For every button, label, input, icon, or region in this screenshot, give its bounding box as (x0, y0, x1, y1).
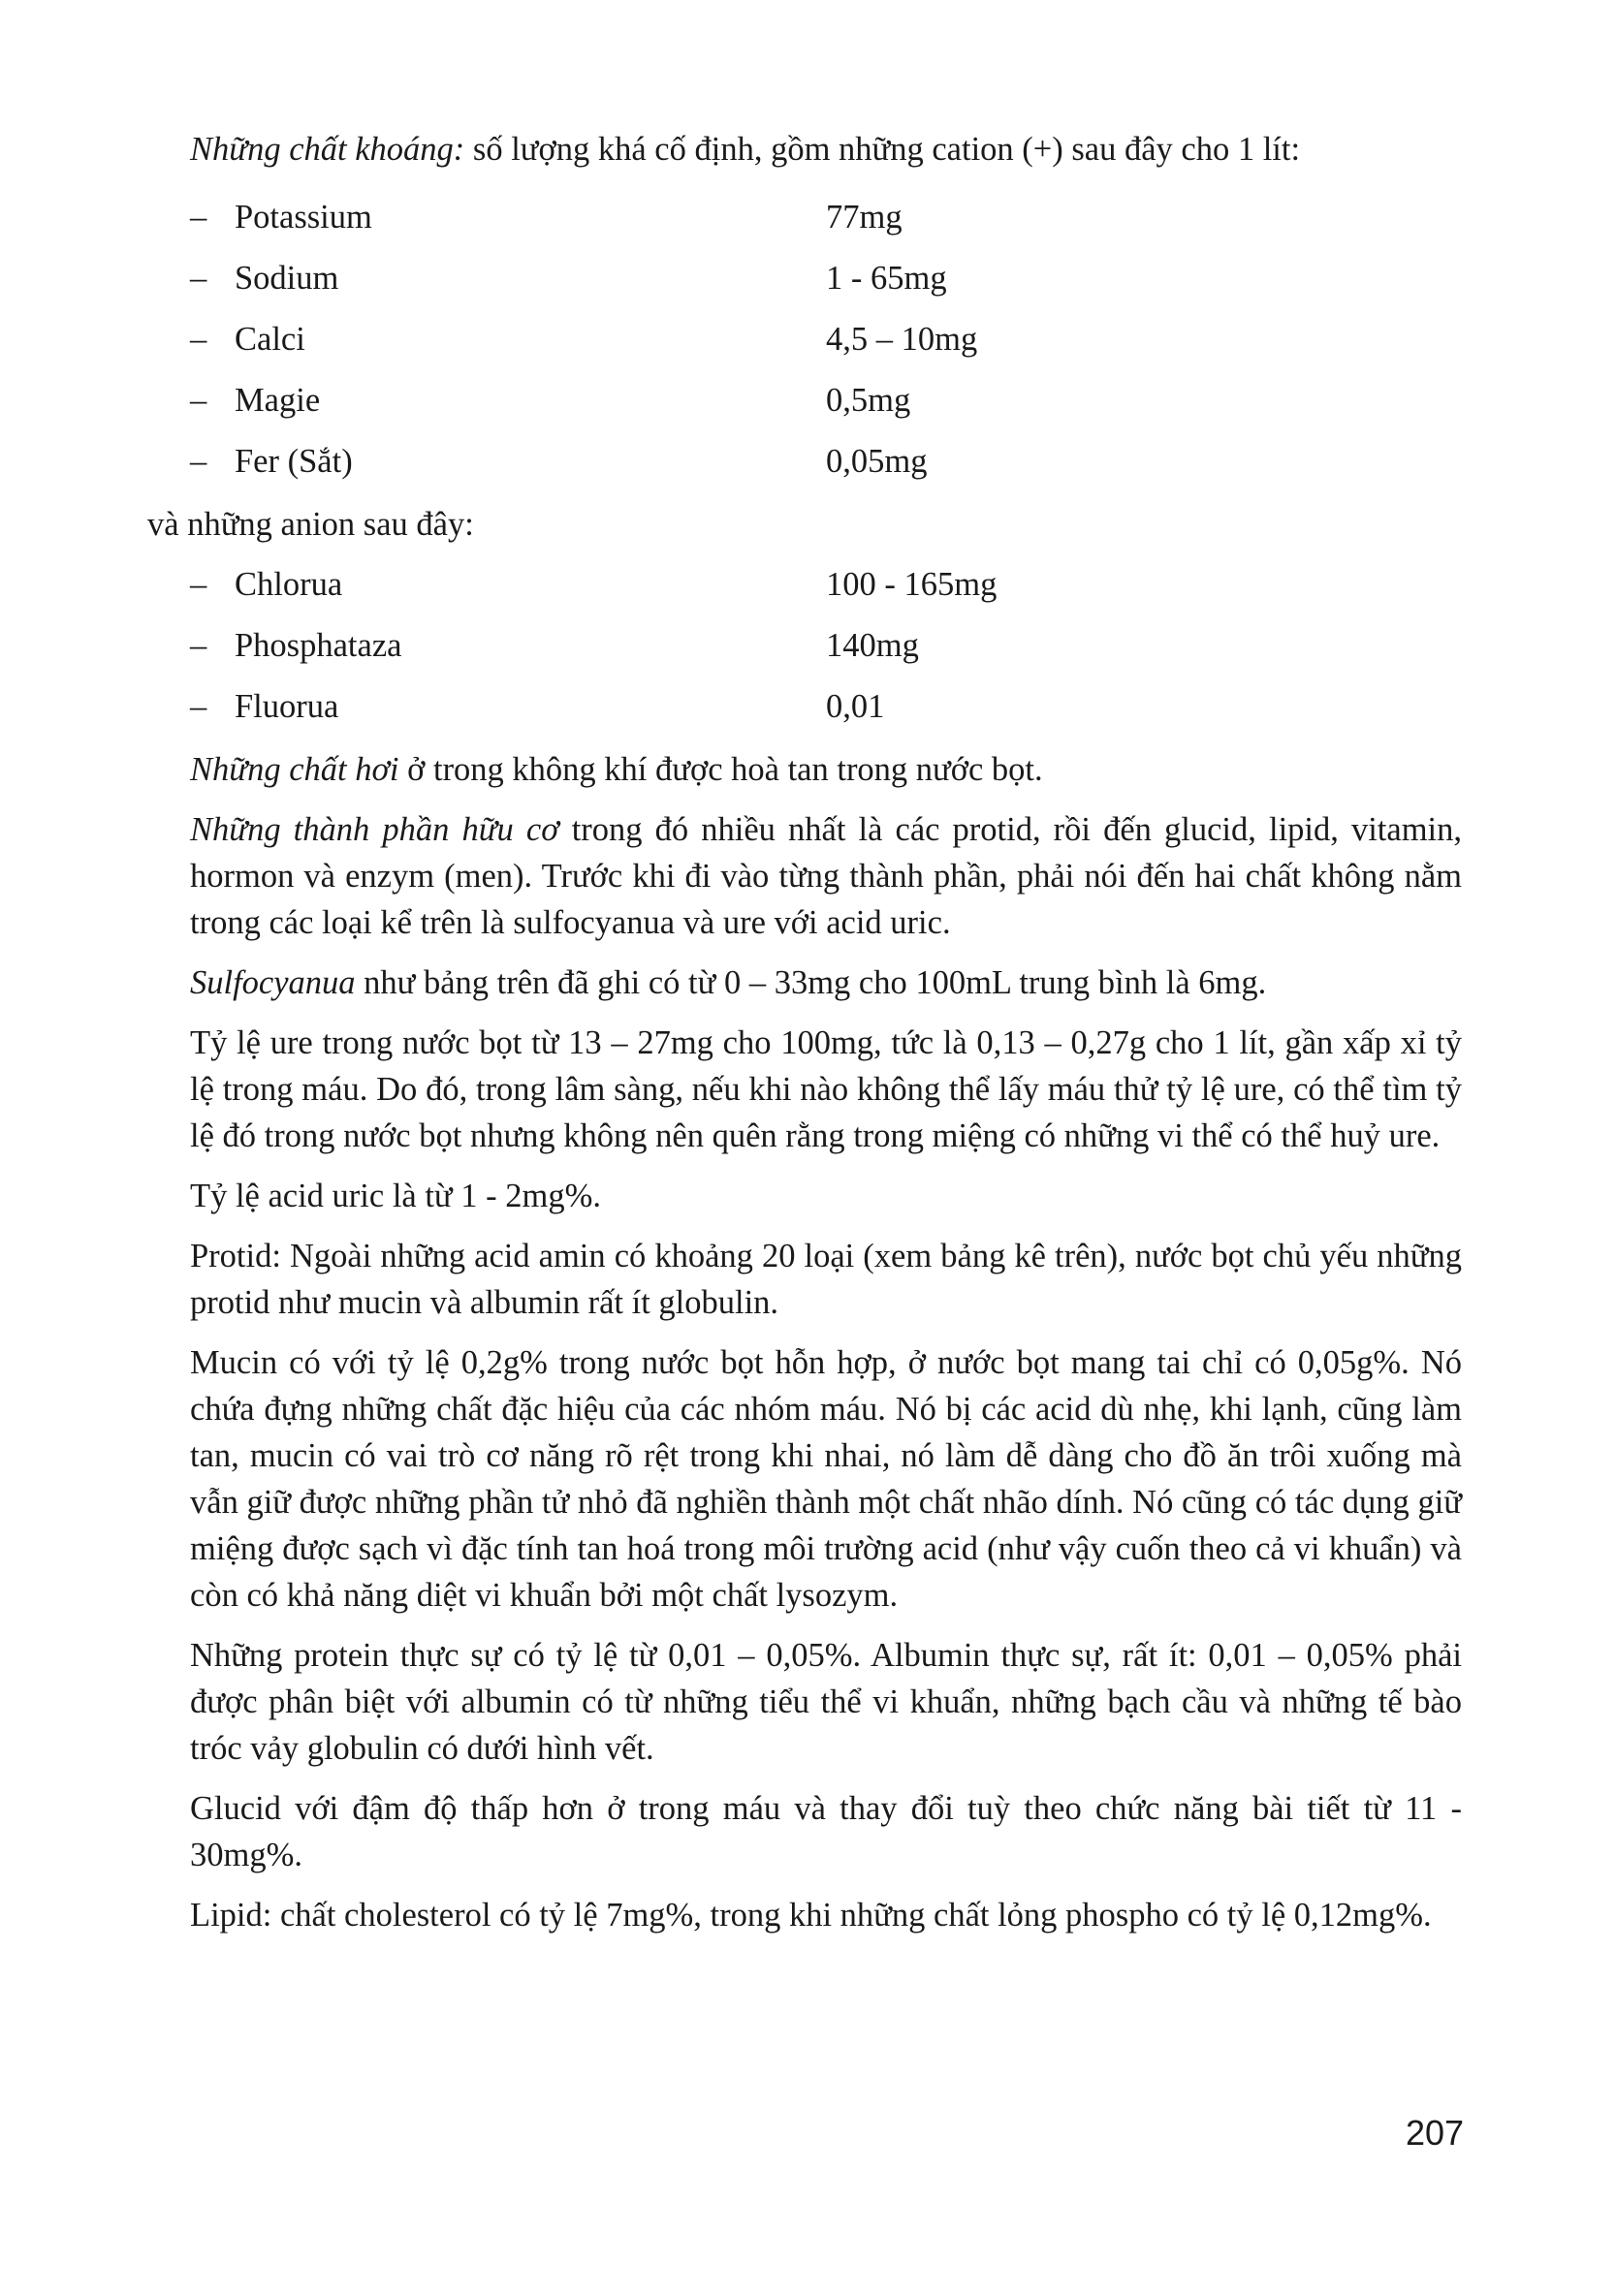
body-paragraph (190, 1339, 1462, 1619)
element-value: 0,01 (826, 687, 885, 725)
element-name: Sodium (235, 259, 339, 297)
body-paragraph (190, 1233, 1462, 1326)
paragraph-lead: Những chất hơi (190, 751, 399, 788)
paragraph-text: Tỷ lệ acid uric là từ 1 - 2mg%. (190, 1178, 601, 1214)
body-paragraph (190, 1785, 1462, 1878)
paragraph-text: Mucin có với tỷ lệ 0,2g% trong nước bọt hỗn hợp, ở nước bọt mang tai chỉ có 0,05g%. Nó chứa đựng những chất đặc hiệu của các nhóm máu. Nó bị các acid dù nhẹ, khi lạnh, cũng làm tan, mucin có vai trò cơ năng rõ rệt trong khi nhai, nó làm dễ dàng cho đồ ăn trôi xuống mà vẫn giữ được những phần tử nhỏ đã nghiền thành một chất nhão dính. Nó cũng có tác dụng giữ miệng được sạch vì đặc tính tan hoá trong môi trường acid (như vậy cuốn theo cả vi khuẩn) và còn có khả năng diệt vi khuẩn bởi một chất lysozym. (190, 1344, 1462, 1614)
list-dash: – (190, 442, 207, 480)
paragraph-text: Tỷ lệ ure trong nước bọt từ 13 – 27mg cho 100mg, tức là 0,13 – 0,27g cho 1 lít, gần xấp xỉ tỷ lệ trong máu. Do đó, trong lâm sàng, nếu khi nào không thể lấy máu thử tỷ lệ ure, có thể tìm tỷ lệ đó trong nước bọt nhưng không nên quên rằng trong miệng có những vi thể có thể huỷ ure. (190, 1024, 1462, 1154)
page-content (147, 126, 1462, 1952)
body-paragraph (190, 1020, 1462, 1159)
body-paragraphs (190, 746, 1462, 1938)
element-name: Fluorua (235, 687, 339, 725)
list-item (190, 186, 1462, 247)
list-dash: – (190, 259, 207, 297)
element-value: 77mg (826, 198, 903, 236)
body-paragraph (190, 806, 1462, 946)
element-name: Potassium (235, 198, 372, 236)
anion-intro: và những anion sau đây: (147, 506, 474, 543)
element-value: 100 - 165mg (826, 565, 998, 603)
paragraph-text: Những protein thực sự có tỷ lệ từ 0,01 – 0,05%. Albumin thực sự, rất ít: 0,01 – 0,05% phải được phân biệt với albumin có từ những tiểu thể vi khuẩn, những bạch cầu và những tế bào tróc vảy globulin có dưới hình vết. (190, 1637, 1462, 1767)
element-value: 1 - 65mg (826, 259, 947, 297)
paragraph-text: Protid: Ngoài những acid amin có khoảng 20 loại (xem bảng kê trên), nước bọt chủ yếu những protid như mucin và albumin rất ít globulin. (190, 1238, 1462, 1321)
list-dash: – (190, 198, 207, 236)
paragraph-lead: Sulfocyanua (190, 964, 356, 1001)
body-paragraph (190, 1632, 1462, 1772)
paragraph-text: Lipid: chất cholesterol có tỷ lệ 7mg%, trong khi những chất lỏng phospho có tỷ lệ 0,12mg%. (190, 1897, 1432, 1934)
list-item (190, 247, 1462, 308)
paragraph-text: Glucid với đậm độ thấp hơn ở trong máu và thay đổi tuỳ theo chức năng bài tiết từ 11 - 30mg%. (190, 1790, 1462, 1873)
minerals-intro (190, 126, 1462, 173)
element-name: Chlorua (235, 565, 343, 603)
list-dash: – (190, 565, 207, 603)
list-item (190, 308, 1462, 369)
element-name: Phosphataza (235, 626, 402, 664)
list-dash: – (190, 626, 207, 664)
anion-list (190, 553, 1462, 737)
element-value: 4,5 – 10mg (826, 320, 978, 358)
minerals-intro-text: số lượng khá cố định, gồm những cation (+) sau đây cho 1 lít: (464, 131, 1301, 168)
paragraph-lead: Những thành phần hữu cơ (190, 811, 559, 848)
page-number: 207 (1406, 2113, 1465, 2153)
list-item (190, 553, 1462, 614)
list-item (190, 430, 1462, 491)
body-paragraph (190, 1892, 1462, 1938)
list-dash: – (190, 381, 207, 419)
list-item (190, 676, 1462, 737)
list-item (190, 369, 1462, 430)
list-item (190, 614, 1462, 676)
element-value: 0,5mg (826, 381, 911, 419)
paragraph-text: ở trong không khí được hoà tan trong nước bọt. (398, 751, 1043, 788)
element-name: Fer (Sắt) (235, 442, 353, 480)
element-value: 0,05mg (826, 442, 928, 480)
paragraph-text: như bảng trên đã ghi có từ 0 – 33mg cho 100mL trung bình là 6mg. (355, 964, 1267, 1001)
list-dash: – (190, 320, 207, 358)
body-paragraph (190, 959, 1462, 1006)
element-name: Magie (235, 381, 321, 419)
paragraph-text: trong đó nhiều nhất là các protid, rồi đến glucid, lipid, vitamin, hormon và enzym (men). Trước khi đi vào từng thành phần, phải nói đến hai chất không nằm trong các loại kể trên là sulfocyanua và ure với acid uric. (190, 811, 1462, 941)
element-value: 140mg (826, 626, 919, 664)
cation-list (190, 186, 1462, 491)
body-paragraph (190, 746, 1462, 793)
list-dash: – (190, 687, 207, 725)
element-name: Calci (235, 320, 305, 358)
minerals-heading: Những chất khoáng: (190, 131, 465, 168)
body-paragraph (190, 1173, 1462, 1219)
